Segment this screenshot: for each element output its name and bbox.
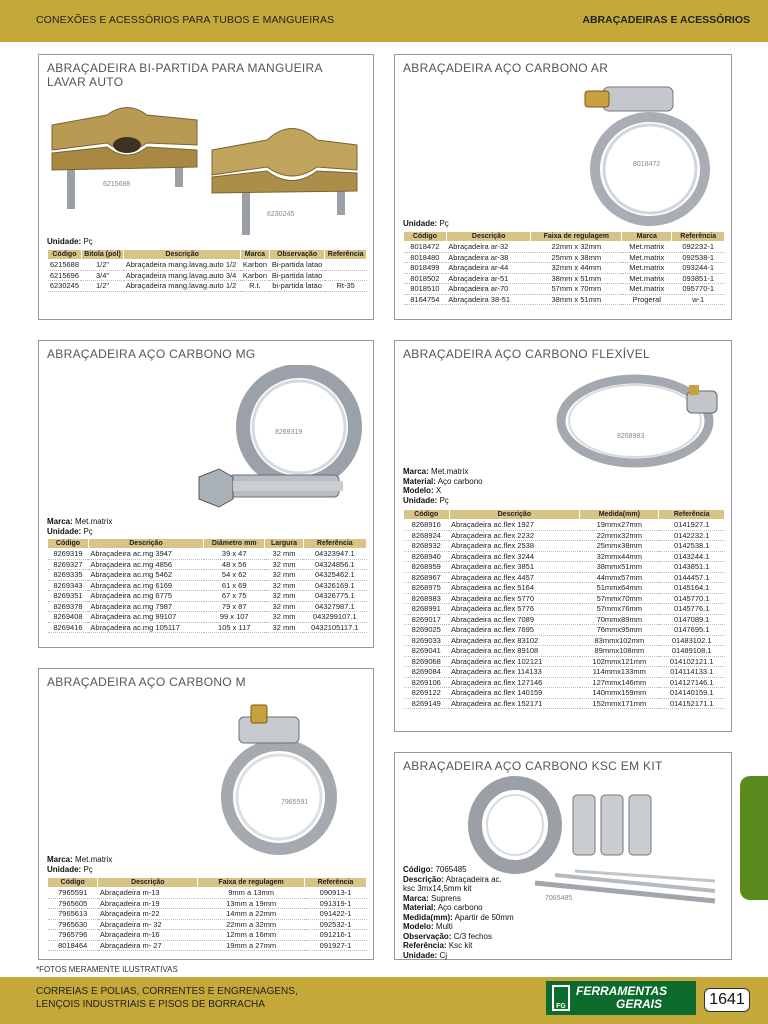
table-cell: 0145770.1	[659, 593, 725, 604]
table-row	[404, 593, 725, 604]
table-cell: 014102121.1	[659, 656, 725, 667]
table-cell: 04324856.1	[303, 559, 366, 570]
table-cell: 114mmx133mm	[580, 667, 659, 678]
panel-m	[38, 668, 374, 960]
column-header: Código	[404, 232, 447, 242]
table-cell: 32 mm	[265, 622, 303, 633]
table-row	[404, 635, 725, 646]
table-cell: 8268975	[404, 583, 450, 594]
table-cell: 8269343	[48, 580, 89, 591]
table-row	[48, 559, 367, 570]
table-cell: 0143244.1	[659, 551, 725, 562]
table-cell: Abraçadeira ac.mg 99107	[88, 612, 203, 623]
table-cell: Abraçadeira ac.flex 2232	[449, 530, 580, 541]
table-cell: 57mm x 70mm	[531, 284, 622, 295]
column-header: Bitola (pol)	[81, 250, 123, 260]
table-row	[404, 698, 725, 709]
table-cell: Abraçadeira mang.lavag.auto 3/4	[124, 270, 241, 281]
table-cell: 0142538.1	[659, 541, 725, 552]
table-row	[48, 270, 367, 281]
table-cell: 8269106	[404, 677, 450, 688]
column-header: Descrição	[449, 510, 580, 520]
table-cell: 83mmx102mm	[580, 635, 659, 646]
column-header: Código	[48, 878, 98, 888]
table-cell: 8269025	[404, 625, 450, 636]
column-header: Marca	[622, 232, 672, 242]
table-row	[404, 677, 725, 688]
table-cell: 79 x 87	[204, 601, 265, 612]
table-cell: 70mmx89mm	[580, 614, 659, 625]
table-cell: 25mmx38mm	[580, 541, 659, 552]
table-row	[404, 551, 725, 562]
table-cell: 092232-1	[672, 242, 725, 253]
table-header	[48, 539, 367, 549]
table-cell: 32 mm	[265, 612, 303, 623]
table-cell: 8018510	[404, 284, 447, 295]
table-cell: 04325462.1	[303, 570, 366, 581]
brand-logo: FG FERRAMENTAS GERAIS	[546, 981, 696, 1015]
column-header: Descrição	[88, 539, 203, 549]
table-cell: Abraçadeira m-16	[98, 930, 198, 941]
table-cell: Abraçadeira ac.flex 83102	[449, 635, 580, 646]
table-cell: 7965591	[48, 888, 98, 899]
table-row	[48, 898, 367, 909]
table-row	[404, 688, 725, 699]
table-cell: Abraçadeira ac.flex 4457	[449, 572, 580, 583]
table-row	[48, 888, 367, 899]
page-number: 1641	[704, 988, 750, 1012]
panel-flexivel	[394, 340, 732, 732]
table-cell: 093851-1	[672, 273, 725, 284]
table-cell: Abraçadeira ac.flex 3244	[449, 551, 580, 562]
table-cell: Met.matrix	[622, 273, 672, 284]
table-cell: 8018499	[404, 263, 447, 274]
spec-info: Marca: Met.matrix Unidade: Pç	[47, 517, 113, 536]
spec-info: Código: 7065485 Descrição: Abraçadeira ac. ksc 3mx14,5mm kit Marca: Suprens Material: Aço carbono Medida(mm): Apartir de 50mm Modelo: Multi Observação: C/3 fechos Referência: Ksc kit Unidade: Cj	[403, 865, 514, 960]
image-code: 8269319	[275, 429, 303, 436]
table-cell: 38mm x 51mm	[531, 294, 622, 305]
table-cell: 32 mm	[265, 549, 303, 560]
table-cell: Abraçadeira 38-51	[446, 294, 531, 305]
table-cell: 091927-1	[305, 940, 367, 951]
table-cell: Abraçadeira ac.flex 2538	[449, 541, 580, 552]
hose-clamp-image	[575, 79, 715, 229]
product-table	[403, 509, 725, 709]
table-cell: 8018502	[404, 273, 447, 284]
table-row	[404, 667, 725, 678]
table-cell: 8269416	[48, 622, 89, 633]
panel-title: ABRAÇADEIRA AÇO CARBONO MG	[47, 347, 256, 361]
flex-clamp-image	[555, 371, 725, 471]
column-header: Descrição	[98, 878, 198, 888]
table-cell: 014140159.1	[659, 688, 725, 699]
table-cell: 8018480	[404, 252, 447, 263]
table-row	[404, 604, 725, 615]
table-cell: Abraçadeira ac.mg 6775	[88, 591, 203, 602]
table-cell: 01483102.1	[659, 635, 725, 646]
table-cell: 61 x 69	[204, 580, 265, 591]
table-row	[48, 549, 367, 560]
column-header: Descrição	[124, 250, 241, 260]
table-row	[48, 919, 367, 930]
panel-title: ABRAÇADEIRA AÇO CARBONO KSC EM KIT	[403, 759, 663, 773]
table-cell: Met.matrix	[622, 284, 672, 295]
table-cell: 0142232.1	[659, 530, 725, 541]
table-cell: Bi-partida latao	[269, 260, 325, 271]
table-cell: 22mm x 32mm	[531, 242, 622, 253]
table-cell: 99 x 107	[204, 612, 265, 623]
table-cell: 091422-1	[305, 909, 367, 920]
table-cell: Abraçadeira ac.mg 4856	[88, 559, 203, 570]
table-row	[48, 570, 367, 581]
table-cell: 48 x 56	[204, 559, 265, 570]
table-cell: 092532-1	[305, 919, 367, 930]
table-cell: Met.matrix	[622, 252, 672, 263]
table-cell: 8268959	[404, 562, 450, 573]
image-code: 6215688	[103, 181, 131, 188]
table-cell: 091216-1	[305, 930, 367, 941]
table-cell: 04323947.1	[303, 549, 366, 560]
table-cell: 0432105117.1	[303, 622, 366, 633]
table-cell: 7965796	[48, 930, 98, 941]
table-row	[404, 625, 725, 636]
table-cell: 8269068	[404, 656, 450, 667]
panel-title: ABRAÇADEIRA AÇO CARBONO FLEXÍVEL	[403, 347, 651, 361]
table-row	[48, 580, 367, 591]
table-cell: 9mm a 13mm	[198, 888, 305, 899]
table-cell: 8269335	[48, 570, 89, 581]
table-cell: Abraçadeira ac.flex 127146	[449, 677, 580, 688]
table-cell: 0145776.1	[659, 604, 725, 615]
table-cell: 8269149	[404, 698, 450, 709]
table-cell: Abraçadeira ac.mg 7987	[88, 601, 203, 612]
panel-bipartida	[38, 54, 374, 320]
table-row	[48, 940, 367, 951]
table-cell: 04327987.1	[303, 601, 366, 612]
table-cell: 8269378	[48, 601, 89, 612]
table-cell: Abraçadeira ac.flex 89108	[449, 646, 580, 657]
table-cell: 8269122	[404, 688, 450, 699]
table-row	[404, 541, 725, 552]
column-header: Código	[48, 539, 89, 549]
table-row	[48, 281, 367, 292]
table-cell: 152mmx171mm	[580, 698, 659, 709]
column-header: Faixa de regulagem	[531, 232, 622, 242]
product-table	[47, 249, 367, 292]
column-header: Largura	[265, 539, 303, 549]
table-cell: Abraçadeira ar-51	[446, 273, 531, 284]
table-cell: 090913-1	[305, 888, 367, 899]
table-cell: 8268991	[404, 604, 450, 615]
table-cell: 8269327	[48, 559, 89, 570]
table-cell: Abraçadeira ar-70	[446, 284, 531, 295]
panel-ksc	[394, 752, 732, 960]
spec-info: Marca: Met.matrix Material: Aço carbono Modelo: X Unidade: Pç	[403, 467, 483, 505]
table-cell: 8269408	[48, 612, 89, 623]
table-cell: 093244-1	[672, 263, 725, 274]
photo-note: *FOTOS MERAMENTE ILUSTRATIVAS	[36, 965, 178, 974]
table-header	[48, 250, 367, 260]
table-cell: Abraçadeira m-13	[98, 888, 198, 899]
table-row	[404, 263, 725, 274]
column-header: Marca	[241, 250, 270, 260]
table-cell: 7965613	[48, 909, 98, 920]
product-table	[47, 877, 367, 951]
table-cell: 38mm x 51mm	[531, 273, 622, 284]
table-cell: Abraçadeira ac.flex 140159	[449, 688, 580, 699]
table-cell: 32mmx44mm	[580, 551, 659, 562]
table-cell: 043299107.1	[303, 612, 366, 623]
table-cell: 0145164.1	[659, 583, 725, 594]
panel-title: ABRAÇADEIRA BI-PARTIDA PARA MANGUEIRA LAVAR AUTO	[47, 61, 323, 89]
table-cell: Karbon	[241, 260, 270, 271]
table-cell: 8268916	[404, 520, 450, 531]
table-cell: 22mmx32mm	[580, 530, 659, 541]
table-cell: 8164754	[404, 294, 447, 305]
column-header: Medida(mm)	[580, 510, 659, 520]
table-cell: 14mm a 22mm	[198, 909, 305, 920]
table-cell: R.t.	[241, 281, 270, 292]
unit-info: Unidade: Pç	[403, 219, 449, 228]
panel-title: ABRAÇADEIRA AÇO CARBONO M	[47, 675, 246, 689]
table-row	[404, 520, 725, 531]
spec-info: Marca: Met.matrix Unidade: Pç	[47, 855, 113, 874]
table-cell: 44mmx57mm	[580, 572, 659, 583]
table-cell: 0144457.1	[659, 572, 725, 583]
table-row	[48, 909, 367, 920]
table-cell: 8018472	[404, 242, 447, 253]
table-cell: Abraçadeira ac.flex 3851	[449, 562, 580, 573]
table-cell: 04326775.1	[303, 591, 366, 602]
column-header: Diâmetro mm	[204, 539, 265, 549]
table-cell: 76mmx95mm	[580, 625, 659, 636]
table-cell: Abraçadeira m- 27	[98, 940, 198, 951]
table-row	[404, 252, 725, 263]
image-code: 8018472	[633, 161, 661, 168]
table-cell: 8268967	[404, 572, 450, 583]
table-cell: 04326169.1	[303, 580, 366, 591]
table-cell: 19mm a 27mm	[198, 940, 305, 951]
table-cell: 32 mm	[265, 580, 303, 591]
table-cell: 67 x 75	[204, 591, 265, 602]
fg-mark-icon: FG	[552, 985, 570, 1011]
table-cell: Abraçadeira ac.mg 5462	[88, 570, 203, 581]
table-cell: Met.matrix	[622, 242, 672, 253]
image-code: 8268983	[617, 433, 645, 440]
table-cell: 13mm a 19mm	[198, 898, 305, 909]
table-cell: 102mmx121mm	[580, 656, 659, 667]
table-cell: Karbon	[241, 270, 270, 281]
table-row	[404, 583, 725, 594]
product-table	[47, 538, 367, 633]
table-cell: 7965630	[48, 919, 98, 930]
table-cell: Abraçadeira ac.flex 5770	[449, 593, 580, 604]
table-cell: 092538-1	[672, 252, 725, 263]
product-table	[403, 231, 725, 305]
table-header	[404, 510, 725, 520]
table-cell: 38mmx51mm	[580, 562, 659, 573]
table-cell: 54 x 62	[204, 570, 265, 581]
table-row	[404, 614, 725, 625]
table-row	[48, 591, 367, 602]
table-cell: 32 mm	[265, 570, 303, 581]
table-cell: 0147089.1	[659, 614, 725, 625]
table-cell: 7965605	[48, 898, 98, 909]
column-header: Referência	[325, 250, 367, 260]
table-cell: 51mmx64mm	[580, 583, 659, 594]
table-cell: 8269033	[404, 635, 450, 646]
panel-ar	[394, 54, 732, 320]
column-header: Código	[48, 250, 82, 260]
table-row	[48, 612, 367, 623]
table-row	[48, 622, 367, 633]
table-cell: 32 mm	[265, 559, 303, 570]
column-header: Observação	[269, 250, 325, 260]
image-code: 6230245	[267, 211, 295, 218]
top-bar	[0, 0, 768, 42]
table-cell: Abraçadeira ac.mg 6169	[88, 580, 203, 591]
mg-clamp-image	[189, 365, 369, 525]
table-cell: Abraçadeira ar-32	[446, 242, 531, 253]
table-cell: 0143851.1	[659, 562, 725, 573]
table-cell: 8269041	[404, 646, 450, 657]
brass-clamp-image	[47, 95, 367, 245]
column-header: Código	[404, 510, 450, 520]
table-cell: Abraçadeira ar-44	[446, 263, 531, 274]
side-tab	[740, 776, 768, 900]
table-cell: Abraçadeira ac.flex 7695	[449, 625, 580, 636]
table-cell: 32mm x 44mm	[531, 263, 622, 274]
table-cell: 8268924	[404, 530, 450, 541]
table-row	[404, 530, 725, 541]
table-cell: 8269017	[404, 614, 450, 625]
column-header: Referência	[303, 539, 366, 549]
column-header: Referência	[305, 878, 367, 888]
category-title: ABRAÇADEIRAS E ACESSÓRIOS	[582, 14, 750, 26]
table-row	[404, 273, 725, 284]
table-cell: Abraçadeira mang.lavag.auto 1/2	[124, 281, 241, 292]
table-cell: 095770-1	[672, 284, 725, 295]
table-cell: Abraçadeira ac.flex 1927	[449, 520, 580, 531]
table-cell: 25mm x 38mm	[531, 252, 622, 263]
table-header	[48, 878, 367, 888]
table-cell: 8269319	[48, 549, 89, 560]
table-cell: Abraçadeira m-22	[98, 909, 198, 920]
table-header	[404, 232, 725, 242]
table-row	[404, 562, 725, 573]
column-header: Referência	[659, 510, 725, 520]
table-cell: 8269084	[404, 667, 450, 678]
table-cell: 57mmx76mm	[580, 604, 659, 615]
table-cell: Progeral	[622, 294, 672, 305]
table-cell: 127mmx146mm	[580, 677, 659, 688]
table-cell: 0147695.1	[659, 625, 725, 636]
table-row	[404, 572, 725, 583]
panel-title: ABRAÇADEIRA AÇO CARBONO AR	[403, 61, 609, 75]
table-cell: 22mm a 32mm	[198, 919, 305, 930]
table-cell: Abraçadeira m-19	[98, 898, 198, 909]
section-title: CONEXÕES E ACESSÓRIOS PARA TUBOS E MANGUEIRAS	[36, 14, 335, 26]
table-cell: Rt-35	[325, 281, 367, 292]
footer-lines: CORREIAS E POLIAS, CORRENTES E ENGRENAGENS, LENÇOIS INDUSTRIAIS E PISOS DE BORRACHA	[36, 986, 298, 1010]
table-cell: 01489108.1	[659, 646, 725, 657]
table-cell: Abraçadeira ac.flex 114133	[449, 667, 580, 678]
table-row	[404, 646, 725, 657]
table-cell: 8268983	[404, 593, 450, 604]
table-cell: Abraçadeira ac.mg 3947	[88, 549, 203, 560]
table-cell: 1/2"	[81, 281, 123, 292]
table-cell: 0141927.1	[659, 520, 725, 531]
table-cell: Abraçadeira ac.flex 5776	[449, 604, 580, 615]
table-cell: 014114133.1	[659, 667, 725, 678]
table-row	[48, 260, 367, 271]
table-cell: w-1	[672, 294, 725, 305]
table-cell: Abraçadeira ac.mg 105117	[88, 622, 203, 633]
table-cell: Abraçadeira ac.flex 7089	[449, 614, 580, 625]
table-row	[404, 284, 725, 295]
table-cell: Abraçadeira ac.flex 5164	[449, 583, 580, 594]
table-cell: 12mm a 16mm	[198, 930, 305, 941]
table-cell: 8018464	[48, 940, 98, 951]
table-cell: 6215696	[48, 270, 82, 281]
table-cell: 1/2"	[81, 260, 123, 271]
table-cell: 014127146.1	[659, 677, 725, 688]
table-cell: 6215688	[48, 260, 82, 271]
table-cell: 3/4"	[81, 270, 123, 281]
table-cell: 57mmx70mm	[580, 593, 659, 604]
table-cell: 105 x 117	[204, 622, 265, 633]
column-header: Descrição	[446, 232, 531, 242]
column-header: Faixa de regulagem	[198, 878, 305, 888]
table-cell	[325, 270, 367, 281]
table-cell: Abraçadeira m- 32	[98, 919, 198, 930]
table-cell: 39 x 47	[204, 549, 265, 560]
table-cell: Abraçadeira ac.flex 102121	[449, 656, 580, 667]
table-cell: 32 mm	[265, 601, 303, 612]
m-clamp-image	[219, 697, 339, 857]
table-cell: 8269351	[48, 591, 89, 602]
table-cell: 8268940	[404, 551, 450, 562]
table-cell: 32 mm	[265, 591, 303, 602]
table-cell: bi-partida latao	[269, 281, 325, 292]
table-row	[404, 242, 725, 253]
table-row	[404, 656, 725, 667]
table-cell: 89mmx108mm	[580, 646, 659, 657]
table-row	[404, 294, 725, 305]
table-cell: 140mmx159mm	[580, 688, 659, 699]
table-cell: 8268932	[404, 541, 450, 552]
table-row	[48, 601, 367, 612]
table-row	[48, 930, 367, 941]
table-cell: Abraçadeira mang.lavag.auto 1/2	[124, 260, 241, 271]
table-cell: Abraçadeira ac.flex 152171	[449, 698, 580, 709]
unit-info: Unidade: Pç	[47, 237, 93, 246]
table-cell: Bi-partida latao	[269, 270, 325, 281]
table-cell: 014152171.1	[659, 698, 725, 709]
table-cell	[325, 260, 367, 271]
table-cell: 19mmx27mm	[580, 520, 659, 531]
image-code: 7065485	[545, 895, 573, 902]
table-cell: 091319-1	[305, 898, 367, 909]
table-cell: Abraçadeira ar-38	[446, 252, 531, 263]
column-header: Referência	[672, 232, 725, 242]
panel-mg	[38, 340, 374, 648]
image-code: 7965591	[281, 799, 309, 806]
table-cell: 6230245	[48, 281, 82, 292]
table-cell: Met.matrix	[622, 263, 672, 274]
